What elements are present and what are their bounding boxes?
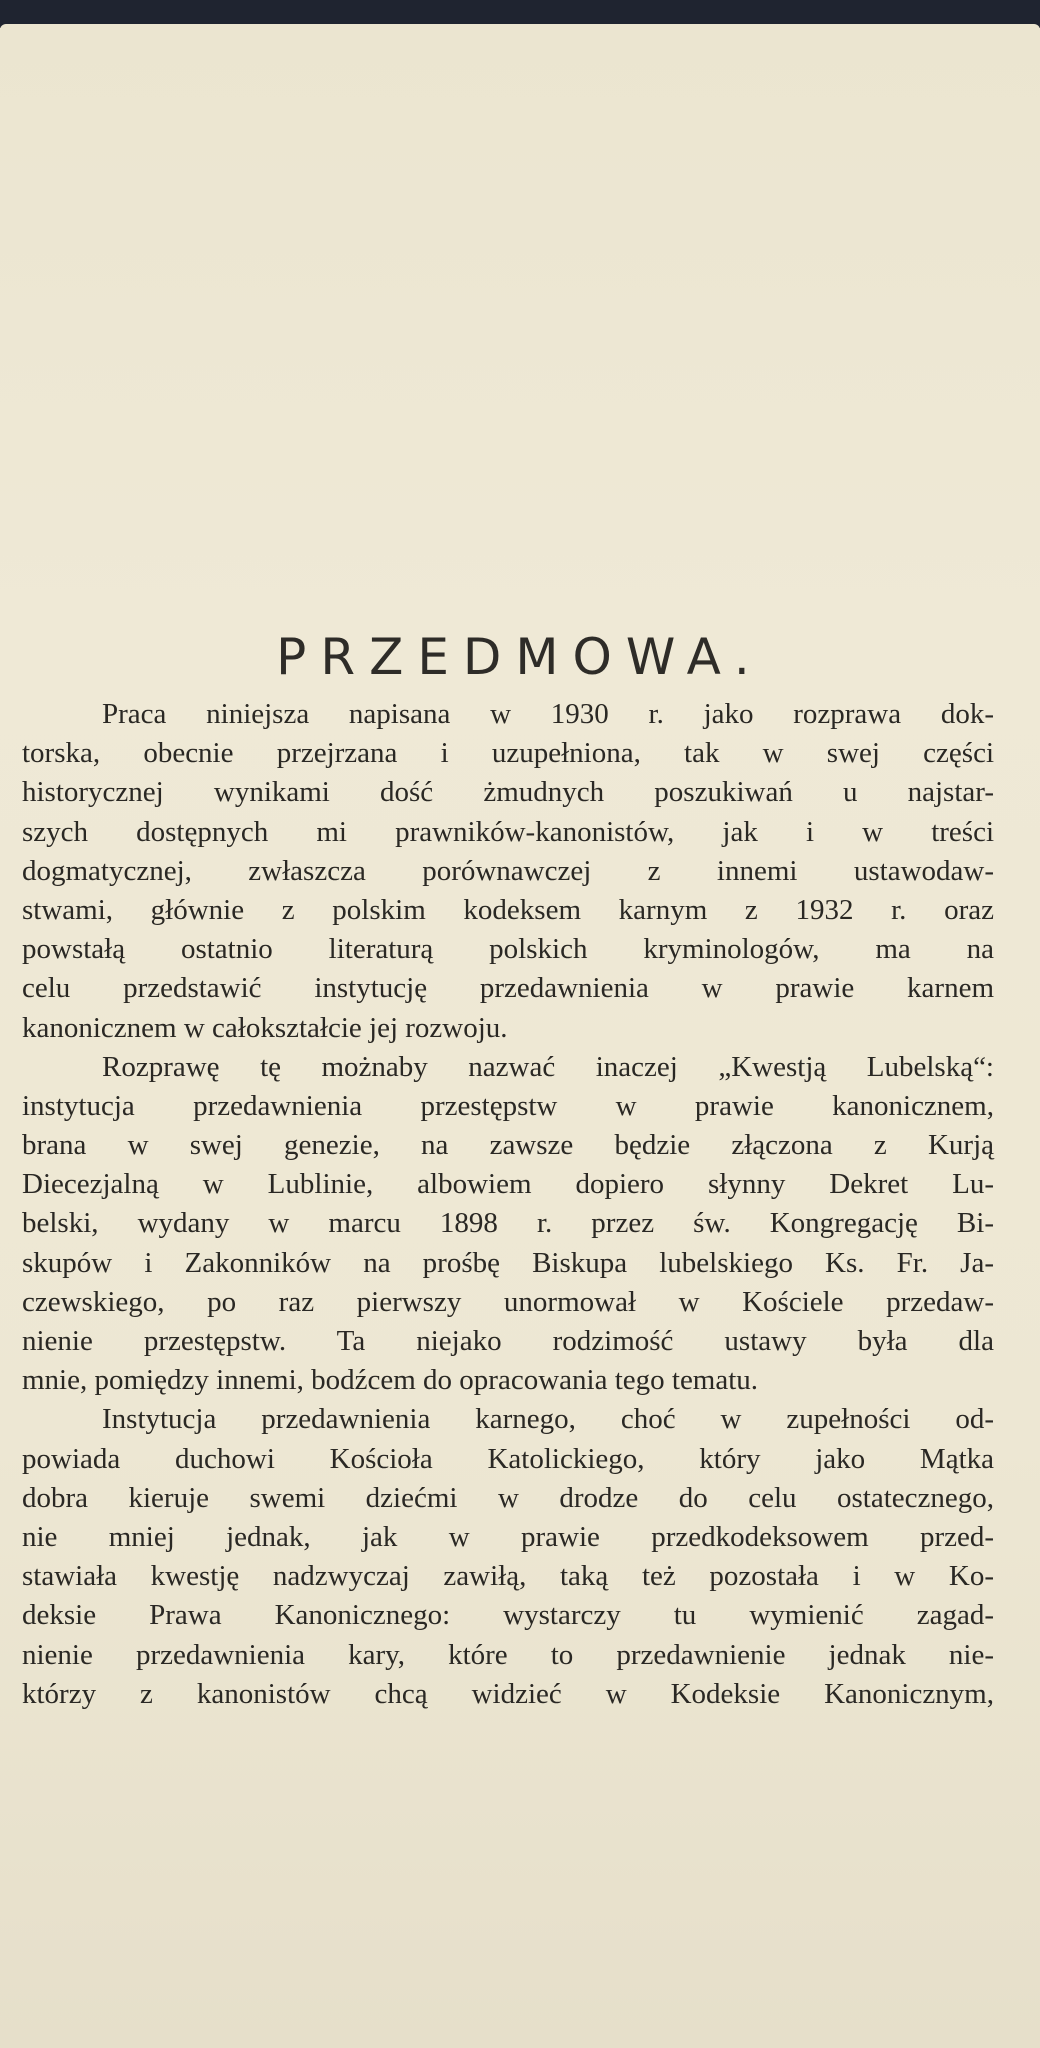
text-line: historycznej wynikami dość żmudnych poszukiwań u najstar- bbox=[22, 776, 994, 809]
text-line: Diecezjalną w Lublinie, albowiem dopiero słynny Dekret Lu- bbox=[22, 1168, 994, 1201]
text-line: nie mniej jednak, jak w prawie przedkodeksowem przed- bbox=[22, 1520, 994, 1553]
text-line: belski, wydany w marcu 1898 r. przez św. Kongregację Bi- bbox=[22, 1207, 994, 1240]
text-line: torska, obecnie przejrzana i uzupełniona, tak w swej części bbox=[22, 737, 994, 770]
text-line: Praca niniejsza napisana w 1930 r. jako rozprawa dok- bbox=[102, 698, 994, 730]
page-title: PRZEDMOWA. bbox=[276, 628, 764, 686]
text-line: powstałą ostatnio literaturą polskich kryminologów, ma na bbox=[22, 933, 994, 966]
text-line: czewskiego, po raz pierwszy unormował w Kościele przedaw- bbox=[22, 1285, 994, 1318]
text-line: Instytucja przedawnienia karnego, choć w zupełności od- bbox=[102, 1403, 994, 1436]
text-line: którzy z kanonistów chcą widzieć w Kodeksie Kanonicznym, bbox=[22, 1677, 994, 1710]
text-line: dogmatycznej, zwłaszcza porównawczej z innemi ustawodaw- bbox=[22, 854, 994, 887]
text-line: deksie Prawa Kanonicznego: wystarczy tu wymienić zagad- bbox=[22, 1599, 994, 1632]
text-line: skupów i Zakonników na prośbę Biskupa lubelskiego Ks. Fr. Ja- bbox=[22, 1246, 994, 1279]
text-line: nienie przestępstw. Ta niejako rodzimość ustawy była dla bbox=[22, 1325, 994, 1357]
text-line: mnie, pomiędzy innemi, bodźcem do opracowania tego tematu. bbox=[22, 1364, 759, 1397]
text-line: stwami, głównie z polskim kodeksem karnym z 1932 r. oraz bbox=[22, 893, 994, 926]
text-line: szych dostępnych mi prawników-kanonistów, jak i w treści bbox=[22, 815, 994, 848]
text-line: Rozprawę tę możnaby nazwać inaczej „Kwestją Lubelską“: bbox=[102, 1050, 994, 1083]
text-line: stawiała kwestję nadzwyczaj zawiłą, taką też pozostała i w Ko- bbox=[22, 1560, 994, 1593]
text-line: dobra kieruje swemi dziećmi w drodze do celu ostatecznego, bbox=[22, 1481, 994, 1514]
text-line: nienie przedawnienia kary, które to przedawnienie jednak nie- bbox=[22, 1638, 994, 1671]
text-line: celu przedstawić instytucję przedawnienia w prawie karnem bbox=[22, 972, 994, 1005]
preface-text bbox=[22, 695, 994, 1714]
text-line: kanonicznem w całokształcie jej rozwoju. bbox=[22, 1011, 508, 1044]
text-line: instytucja przedawnienia przestępstw w prawie kanonicznem, bbox=[22, 1089, 994, 1122]
text-line: brana w swej genezie, na zawsze będzie złączona z Kurją bbox=[22, 1129, 994, 1162]
text-line: powiada duchowi Kościoła Katolickiego, który jako Mątka bbox=[22, 1442, 994, 1475]
